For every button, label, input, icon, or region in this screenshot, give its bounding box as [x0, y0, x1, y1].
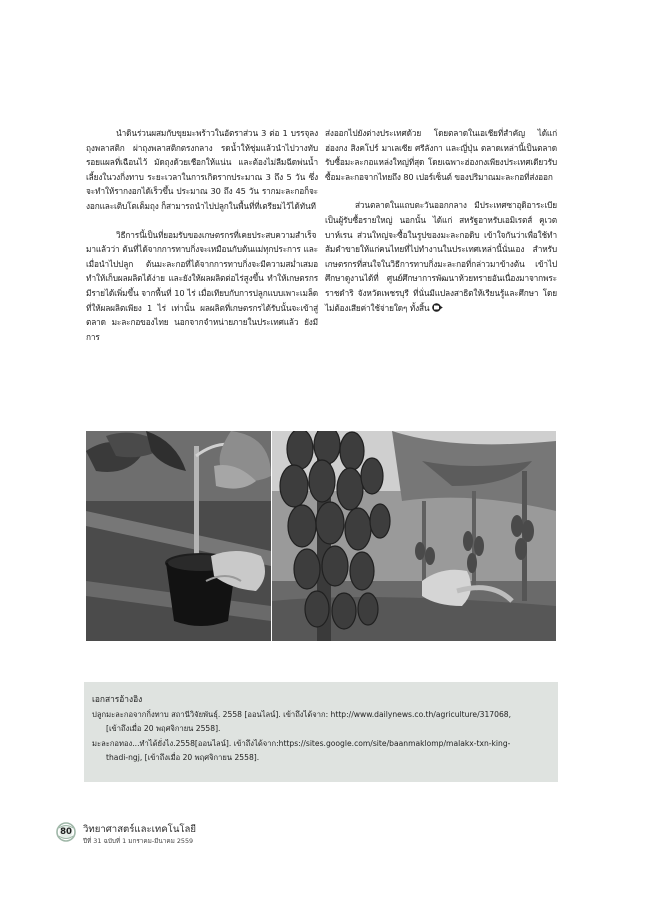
journal-issue: ปีที่ 31 ฉบับที่ 1 มกราคม-มีนาคม 2559: [83, 837, 194, 845]
page-number: 80: [60, 827, 72, 837]
references-title: เอกสารอ้างอิง: [92, 694, 143, 704]
reference-entry: ปลูกมะละกอจากกิ่งทาบ สถานีวิจัยพันธุ์. 2558 [ออนไลน์]. เข้าถึงได้จาก: http://www.dailynews.co.th/agriculture/317068,: [92, 709, 512, 719]
seedling-in-pot-photo: [86, 431, 271, 641]
papaya-tree-with-fruit-photo: [272, 431, 556, 641]
reference-entry-continuation: [เข้าถึงเมื่อ 20 พฤศจิกายน 2558].: [106, 724, 221, 734]
article-left-column: [86, 126, 318, 344]
reference-entry-continuation: thadi-ngj, [เข้าถึงเมื่อ 20 พฤศจิกายน 2558].: [106, 753, 260, 763]
paragraph: [325, 198, 557, 315]
paragraph: นำดินร่วนผสมกับขุยมะพร้าวในอัตราส่วน 3 ต่อ 1 บรรจุลงถุงพลาสติก ผ่าถุงพลาสติกตรงกลาง รดน้ำให้ชุ่มแล้วนำไปวางทับรอยแผลที่เฉือนไว้ มัดถุงด้วยเชือกให้แน่น และต้องไม่ลืมฉีดพ่นน้ำเลี้ยงในวงกิ่งทาบ ระยะเวลาในการเกิดรากประมาณ 3 ถึง 5 วัน ซึ่งจะทำให้รากงอกได้เร็วขึ้น ประมาณ 30 ถึง 45 วัน รากมะละกอก็จะงอกและเติบโตเต็มถุง ก็สามารถนำไปปลูกในพื้นที่ที่เตรียมไว้ได้ทันที: [86, 128, 318, 211]
paragraph: ส่งออกไปยังต่างประเทศด้วย โดยตลาดในเอเชียที่สำคัญ ได้แก่ ฮ่องกง สิงคโปร์ มาเลเซีย ศรีลังกา และญี่ปุ่น ตลาดเหล่านี้เป็นตลาดรับซื้อมะละกอแหล่งใหญ่ที่สุด โดยเฉพาะฮ่องกงเพียงประเทศเดียวรับซื้อมะละกอจากไทยถึง 80 เปอร์เซ็นต์ ของปริมาณมะละกอที่ส่งออก: [325, 128, 557, 182]
journal-title: วิทยาศาสตร์และเทคโนโลยี: [83, 824, 197, 835]
paragraph: วิธีการนี้เป็นที่ยอมรับของเกษตรกรที่เคยประสบความสำเร็จมาแล้วว่า ต้นที่ได้จากการทาบกิ่งจะเหมือนกับต้นแม่ทุกประการ และเมื่อนำไปปลูก ต้นมะละกอที่ได้จากการทาบกิ่งจะมีความสม่ำเสมอ ทำให้เก็บผลผลิตได้ง่าย และยังให้ผลผลิตต่อไร่สูงขึ้น ทำให้เกษตรกรมีรายได้เพิ่มขึ้น จากพื้นที่ 10 ไร่ เมื่อเทียบกับการปลูกแบบเพาะเมล็ดที่ให้ผลผลิตเพียง 1 ไร่ เท่านั้น ผลผลิตที่เกษตรกรได้รับนั้นจะเข้าสู่ตลาด มะละกอของไทย นอกจากจำหน่ายภายในประเทศแล้ว ยังมีการ: [86, 229, 318, 342]
paragraph-text: ส่วนตลาดในแถบตะวันออกกลาง มีประเทศซาอุดิอาระเบียเป็นผู้รับซื้อรายใหญ่ นอกนั้น ได้แก่ สหรัฐอาหรับเอมิเรตส์ คูเวต บาห์เรน ส่วนใหญ่จะซื้อในรูปของมะละกอดิบ เข้าใจกันว่าเพื่อใช้ทำส้มตำขายให้แก่คนไทยที่ไปทำงานในประเทศเหล่านี้นั่นเอง สำหรับเกษตรกรที่สนใจในวิธีการทาบกิ่งมะละกอที่กล่าวมาข้างต้น เข้าไปศึกษาดูงานได้ที่ ศูนย์ศึกษาการพัฒนาห้วยทรายอันเนื่องมาจากพระราชดำริ จังหวัดเพชรบุรี ที่นั่นมีแปลงสาธิตให้เรียนรู้และศึกษา โดยไม่ต้องเสียค่าใช้จ่ายใดๆ ทั้งสิ้น: [325, 200, 557, 313]
reference-entry: มะละกอทอง...ทำได้ยั่งไง.2558[ออนไลน์]. เข้าถึงได้จาก:https://sites.google.com/site/baanmaklomp/malakx-txn-king-: [92, 738, 511, 748]
references-box: [84, 682, 558, 782]
end-of-article-arrow-icon: [432, 303, 443, 312]
article-right-column: [325, 126, 557, 315]
